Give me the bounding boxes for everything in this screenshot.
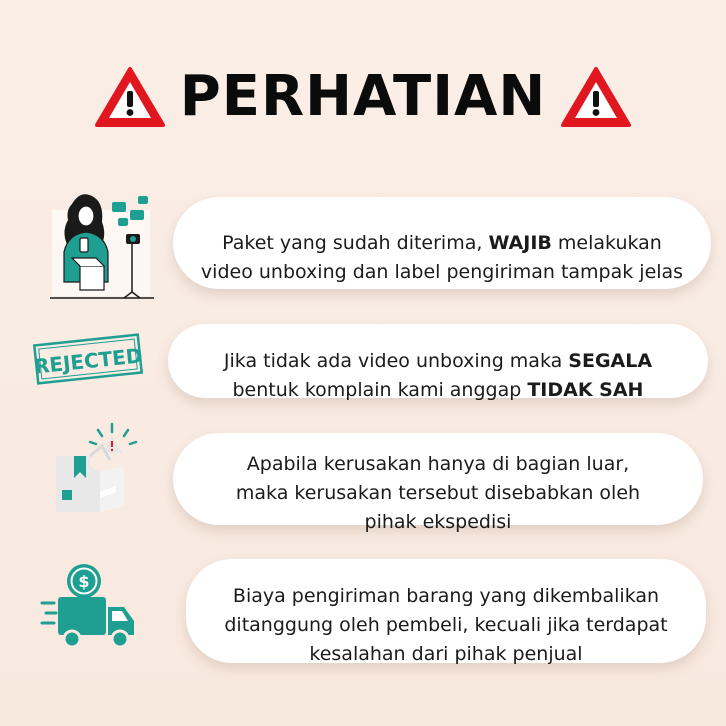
woman-filming-unboxing-icon — [46, 190, 158, 302]
damaged-package-icon — [50, 420, 142, 516]
rule-text-bubble — [173, 197, 711, 289]
rule-item-unboxing — [0, 185, 726, 300]
rule-text — [224, 318, 652, 405]
header — [0, 62, 726, 132]
rule-item-rejected — [0, 318, 726, 408]
rule-text-bubble — [168, 324, 708, 401]
rule-text-segment: Apabila kerusakan hanya di bagian luar, maka kerusakan tersebut disebabkan oleh pihak ekspedisi — [235, 453, 641, 533]
page-title: PERHATIAN — [179, 64, 547, 129]
rule-text — [201, 200, 683, 287]
warning-triangle-icon — [560, 65, 632, 129]
stamp-label: REJECTED — [32, 343, 144, 379]
rejected-stamp-icon — [32, 330, 144, 388]
rule-item-damage — [0, 420, 726, 533]
rule-text-segment: Jika tidak ada video unboxing maka — [223, 349, 569, 372]
rule-text-segment: Paket yang sudah diterima, — [222, 231, 489, 254]
rule-text — [236, 421, 640, 537]
delivery-truck-dollar-icon — [40, 559, 140, 651]
rule-text-segment: Biaya pengiriman barang yang dikembalikan ditanggung oleh pembeli, kecuali jika terdapat kesalahan dari pihak penjual — [224, 585, 668, 665]
rule-text-emphasis: SEGALA — [568, 349, 653, 372]
svg-text:$: $ — [78, 572, 90, 591]
rule-text-emphasis: TIDAK SAH — [527, 378, 644, 401]
warning-triangle-icon — [94, 65, 166, 129]
rule-text-bubble — [173, 433, 703, 533]
rule-text — [224, 553, 667, 669]
rule-text-emphasis: WAJIB — [488, 231, 552, 254]
rule-text-segment: melakukan video unboxing dan label pengiriman tampak jelas — [200, 231, 684, 283]
rule-text-bubble — [186, 559, 706, 663]
rule-item-shipping-cost — [0, 555, 726, 670]
rule-text-segment: bentuk komplain kami anggap — [232, 378, 522, 401]
